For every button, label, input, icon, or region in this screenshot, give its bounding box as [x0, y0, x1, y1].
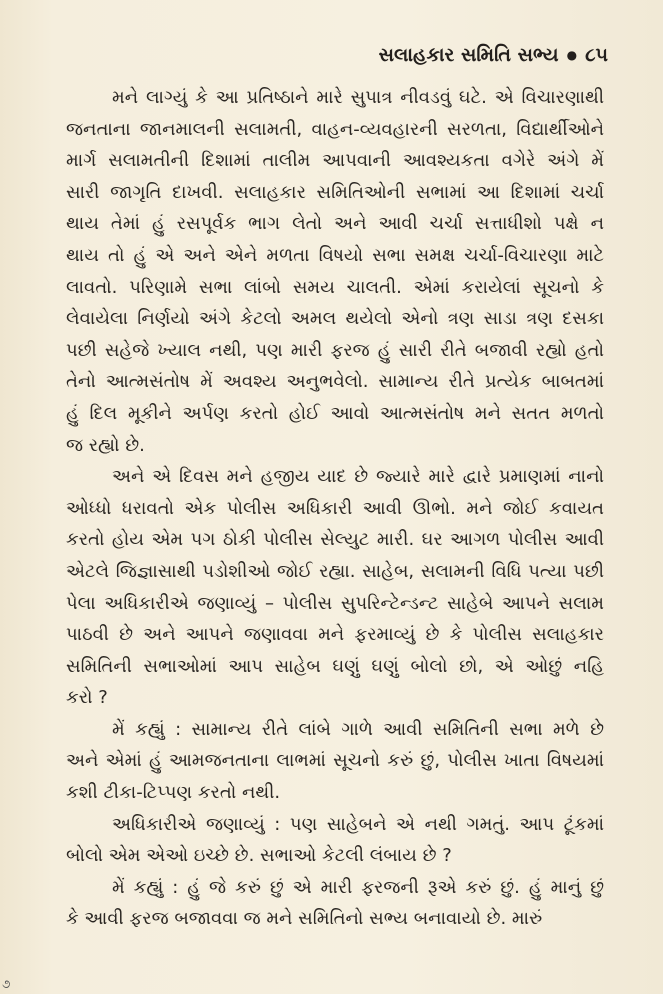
text-line: કશી ટીકા-ટિપ્પણ કરતો નથી.: [66, 782, 281, 804]
text-line: મેં કહ્યું : હું જે કરું છું એ મારી ફરજની રૂએ કરું છું. હું માનું છું: [112, 876, 604, 898]
text-line: પછી સહેજે ખ્યાલ નથી, પણ મારી ફરજ હું સારી રીતે બજાવી રહ્યો હતો: [66, 339, 604, 361]
text-line: થાય તો હું એ અને એને મળતા વિષયો સભા સમક્ષ ચર્ચા-વિચારણા માટે: [66, 244, 604, 266]
page-number: ૮૫: [585, 44, 608, 66]
paragraph: [66, 82, 604, 461]
text-line: જનતાના જાનમાલની સલામતી, વાહન-વ્યવહારની સરળતા, વિદ્યાર્થીઓને: [66, 118, 604, 140]
paragraph: [66, 872, 604, 935]
corner-mark: ૭: [2, 977, 11, 991]
text-line: કરો ?: [66, 687, 108, 709]
separator-bullet: ●: [566, 48, 578, 62]
text-line: તેનો આત્મસંતોષ મેં અવશ્ય અનુભવેલો. સામાન્ય રીતે પ્રત્યેક બાબતમાં: [66, 371, 604, 393]
text-line: બોલો એમ એઓ ઇચ્છે છે. સભાઓ કેટલી લંબાય છે ?: [66, 845, 452, 867]
text-line: માર્ગ સલામતીની દિશામાં તાલીમ આપવાની આવશ્યકતા વગેરે અંગે મેં: [66, 150, 604, 172]
paragraph: [66, 461, 604, 714]
text-line: પેલા અધિકારીએ જણાવ્યું – પોલીસ સુપરિન્ટેન્ડન્ટ સાહેબે આપને સલામ: [66, 592, 604, 614]
text-line: મેં કહ્યું : સામાન્ય રીતે લાંબે ગાળે આવી સમિતિની સભા મળે છે: [112, 718, 604, 740]
text-line: એટલે જિજ્ઞાસાથી પડોશીઓ જોઈ રહ્યા. સાહેબ, સલામની વિધિ પત્યા પછી: [66, 560, 604, 582]
text-line: લાવતો. પરિણામે સભા લાંબો સમય ચાલતી. એમાં કરાયેલાં સૂચનો કે: [66, 276, 604, 298]
text-line: ઓધ્ધો ધરાવતો એક પોલીસ અધિકારી આવી ઊભો. મને જોઈ કવાયત: [66, 497, 604, 519]
paragraph: [66, 714, 604, 809]
text-line: પાઠવી છે અને આપને જણાવવા મને ફરમાવ્યું છે કે પોલીસ સલાહકાર: [66, 624, 604, 646]
body-text: [66, 82, 604, 935]
text-line: જ રહ્યો છે.: [66, 434, 145, 456]
text-line: હું દિલ મૂકીને અર્પણ કરતો હોઈ આવો આત્મસંતોષ મને સતત મળતો: [66, 402, 604, 424]
text-line: અને એમાં હું આમજનતાના લાભમાં સૂચનો કરું છું, પોલીસ ખાતા વિષયમાં: [66, 750, 604, 772]
running-title: સલાહકાર સમિતિ સભ્ય: [378, 44, 559, 66]
text-line: સારી જાગૃતિ દાખવી. સલાહકાર સમિતિઓની સભામાં આ દિશામાં ચર્ચા: [66, 181, 604, 203]
text-line: મને લાગ્યું કે આ પ્રતિષ્ઠાને મારે સુપાત્ર નીવડવું ઘટે. એ વિચારણાથી: [112, 87, 604, 108]
text-line: અધિકારીએ જણાવ્યું : પણ સાહેબને એ નથી ગમતું. આપ ટૂંકમાં: [112, 813, 604, 835]
text-line: કરતો હોય એમ પગ ઠોકી પોલીસ સેલ્યુટ મારી. ઘર આગળ પોલીસ આવી: [66, 529, 604, 551]
text-line: કે આવી ફરજ બજાવવા જ મને સમિતિનો સભ્ય બનાવાયો છે. મારું: [66, 908, 543, 930]
text-line: સમિતિની સભાઓમાં આપ સાહેબ ઘણું ઘણું બોલો છો, એ ઓછું નહિ: [66, 655, 604, 677]
running-header: [379, 44, 608, 66]
text-line: લેવાયેલા નિર્ણયો અંગે કેટલો અમલ થયેલો એનો ત્રણ સાડા ત્રણ દસકા: [66, 308, 604, 330]
text-line: થાય તેમાં હું રસપૂર્વક ભાગ લેતો અને આવી ચર્ચા સત્તાધીશો પક્ષે ન: [66, 213, 604, 235]
text-line: અને એ દિવસ મને હજીય યાદ છે જ્યારે મારે દ્વારે પ્રમાણમાં નાનો: [112, 466, 604, 488]
paragraph: [66, 809, 604, 872]
